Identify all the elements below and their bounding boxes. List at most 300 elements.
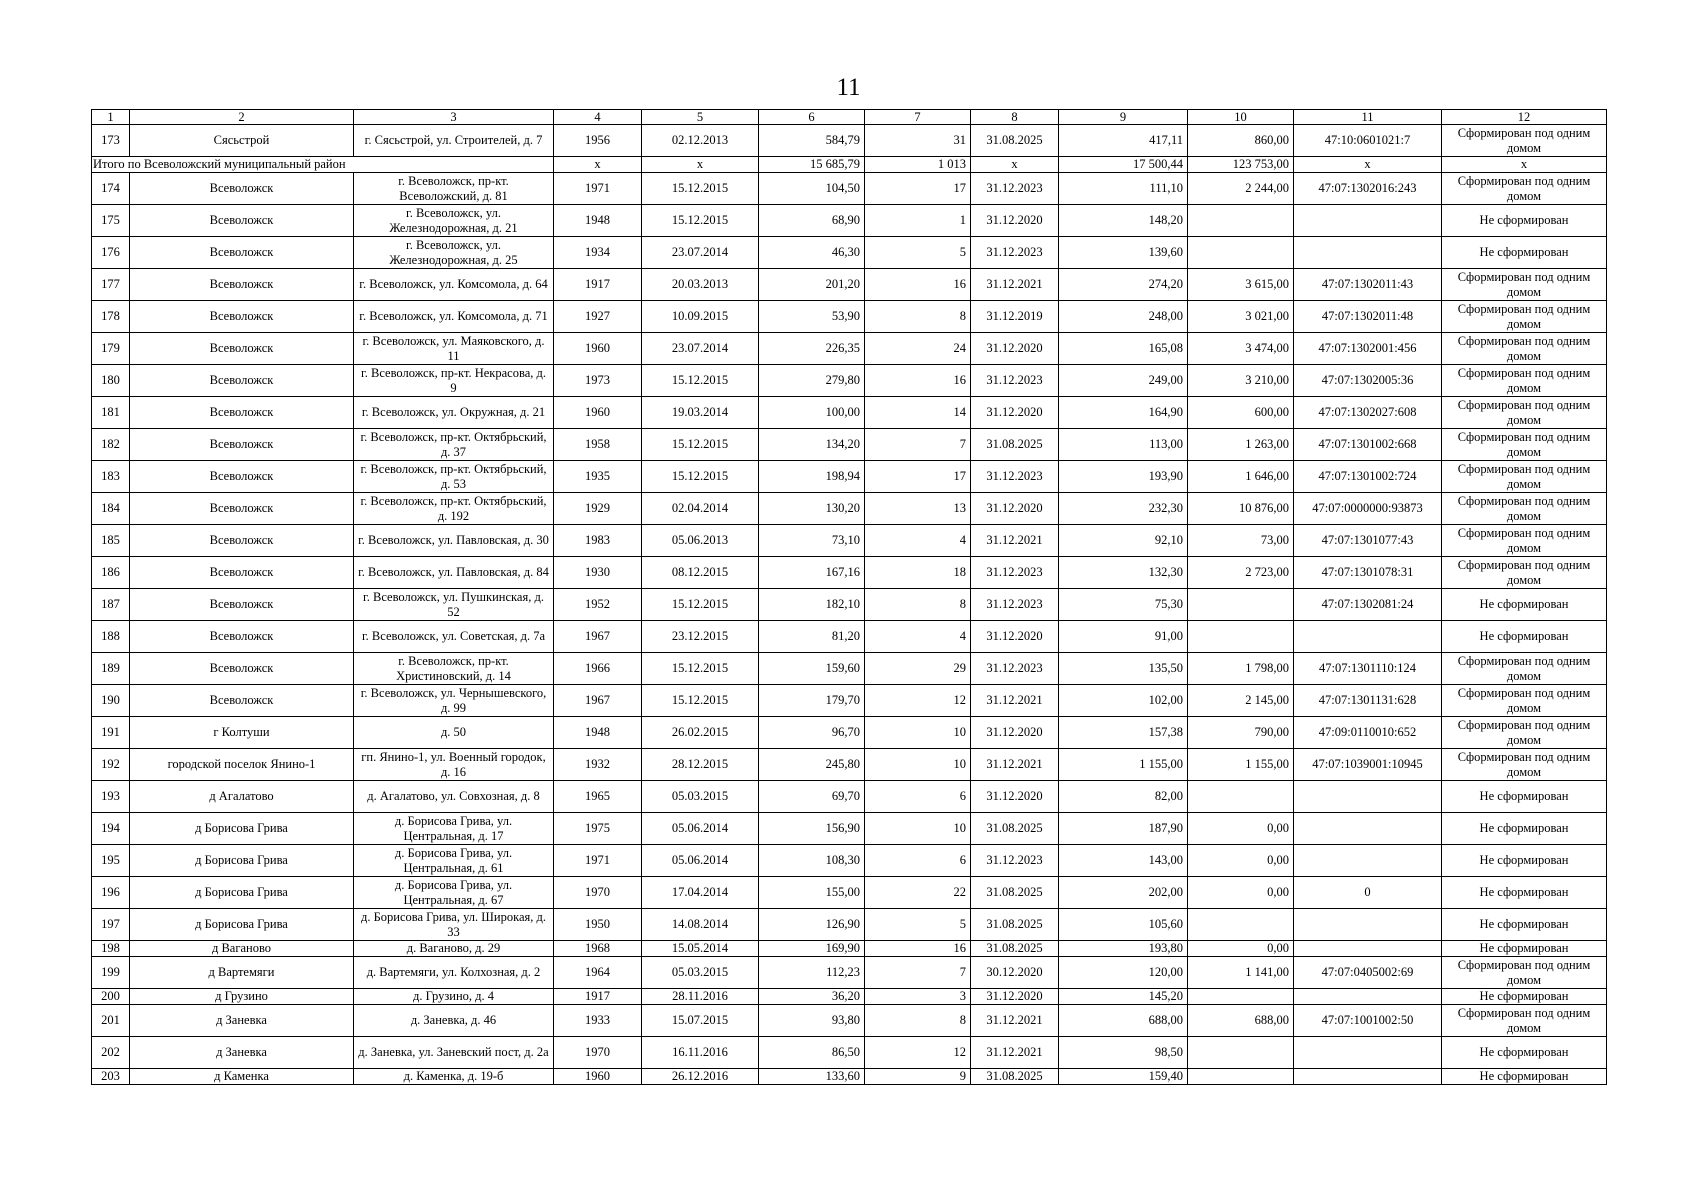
recognition-date-cell: 28.12.2015: [642, 749, 759, 781]
address-cell: г. Всеволожск, ул. Пушкинская, д. 52: [354, 589, 554, 621]
year-built-cell: 1960: [554, 397, 642, 429]
recognition-date-cell: 02.04.2014: [642, 493, 759, 525]
address-cell: г. Всеволожск, пр-кт. Всеволожский, д. 81: [354, 173, 554, 205]
land-plot-status-cell: Не сформирован: [1442, 205, 1607, 237]
relocation-deadline-cell: 31.12.2023: [971, 461, 1059, 493]
settlement-cell: д Грузино: [130, 989, 354, 1005]
land-plot-status-cell: Сформирован под одним домом: [1442, 493, 1607, 525]
row-number: 180: [92, 365, 130, 397]
recognition-date-cell: 05.06.2014: [642, 813, 759, 845]
land-plot-status-cell: Сформирован под одним домом: [1442, 749, 1607, 781]
settlement-cell: Всеволожск: [130, 365, 354, 397]
plot-area-cell: [1188, 621, 1294, 653]
land-area-cell: 98,50: [1059, 1037, 1188, 1069]
table-row: [92, 989, 1607, 1005]
area-cell: 156,90: [759, 813, 865, 845]
plot-area-cell: [1188, 1069, 1294, 1085]
land-area-cell: 132,30: [1059, 557, 1188, 589]
settlement-cell: Всеволожск: [130, 557, 354, 589]
relocation-deadline-cell: 31.08.2025: [971, 909, 1059, 941]
row-number: 201: [92, 1005, 130, 1037]
settlement-cell: д Борисова Грива: [130, 813, 354, 845]
year-built-cell: 1948: [554, 205, 642, 237]
residents-count-cell: 6: [865, 845, 971, 877]
residents-count-cell: 10: [865, 813, 971, 845]
table-row: [92, 653, 1607, 685]
address-cell: г. Всеволожск, ул. Комсомола, д. 64: [354, 269, 554, 301]
row-number: 184: [92, 493, 130, 525]
land-plot-status-cell: Сформирован под одним домом: [1442, 397, 1607, 429]
recognition-date-cell: 15.12.2015: [642, 173, 759, 205]
land-plot-status-cell: Не сформирован: [1442, 877, 1607, 909]
year-built-cell: 1960: [554, 1069, 642, 1085]
plot-area-cell: 1 798,00: [1188, 653, 1294, 685]
plot-area-cell: 1 263,00: [1188, 429, 1294, 461]
relocation-deadline-cell: 31.12.2023: [971, 365, 1059, 397]
settlement-cell: Всеволожск: [130, 525, 354, 557]
residents-count-cell: 8: [865, 1005, 971, 1037]
land-area-cell: 102,00: [1059, 685, 1188, 717]
land-area-cell: 75,30: [1059, 589, 1188, 621]
year-built-cell: 1917: [554, 989, 642, 1005]
settlement-cell: г Колтуши: [130, 717, 354, 749]
settlement-cell: Всеволожск: [130, 205, 354, 237]
year-built-cell: 1967: [554, 621, 642, 653]
row-number: 199: [92, 957, 130, 989]
year-built-cell: 1965: [554, 781, 642, 813]
row-number: 195: [92, 845, 130, 877]
row-number: 186: [92, 557, 130, 589]
land-area-cell: 187,90: [1059, 813, 1188, 845]
cadastral-number-cell: [1294, 237, 1442, 269]
row-number: 193: [92, 781, 130, 813]
area-cell: 245,80: [759, 749, 865, 781]
recognition-date-cell: 17.04.2014: [642, 877, 759, 909]
cadastral-number-cell: 47:07:1302081:24: [1294, 589, 1442, 621]
relocation-deadline-cell: 31.12.2020: [971, 621, 1059, 653]
area-cell: 201,20: [759, 269, 865, 301]
area-cell: 104,50: [759, 173, 865, 205]
land-plot-status-cell: Не сформирован: [1442, 1069, 1607, 1085]
land-plot-status-cell: Сформирован под одним домом: [1442, 957, 1607, 989]
plot-area-cell: 688,00: [1188, 1005, 1294, 1037]
recognition-date-cell: 15.12.2015: [642, 653, 759, 685]
land-area-cell: 92,10: [1059, 525, 1188, 557]
table-row: [92, 557, 1607, 589]
land-plot-status-cell: Не сформирован: [1442, 941, 1607, 957]
recognition-date-cell: 28.11.2016: [642, 989, 759, 1005]
cadastral-number-cell: 47:07:1302001:456: [1294, 333, 1442, 365]
plot-area-cell: [1188, 1037, 1294, 1069]
table-row: [92, 173, 1607, 205]
land-plot-status-cell: Не сформирован: [1442, 1037, 1607, 1069]
row-number: 187: [92, 589, 130, 621]
settlement-cell: Всеволожск: [130, 621, 354, 653]
plot-area-cell: 790,00: [1188, 717, 1294, 749]
plot-area-cell: 10 876,00: [1188, 493, 1294, 525]
settlement-cell: д Борисова Грива: [130, 845, 354, 877]
address-cell: г. Всеволожск, ул. Павловская, д. 30: [354, 525, 554, 557]
row-number: 197: [92, 909, 130, 941]
land-area-cell: 113,00: [1059, 429, 1188, 461]
settlement-cell: городской поселок Янино-1: [130, 749, 354, 781]
row-number: 183: [92, 461, 130, 493]
land-plot-status-cell: Не сформирован: [1442, 845, 1607, 877]
cadastral-number-cell: [1294, 845, 1442, 877]
recognition-date-cell: 15.12.2015: [642, 205, 759, 237]
recognition-date-cell: 26.02.2015: [642, 717, 759, 749]
residents-count-cell: 1: [865, 205, 971, 237]
address-cell: д. Заневка, ул. Заневский пост, д. 2а: [354, 1037, 554, 1069]
area-cell: 159,60: [759, 653, 865, 685]
year-built-cell: 1983: [554, 525, 642, 557]
table-row: [92, 429, 1607, 461]
relocation-deadline-cell: 31.12.2020: [971, 781, 1059, 813]
plot-area-cell: 1 141,00: [1188, 957, 1294, 989]
plot-area-cell: [1188, 589, 1294, 621]
land-area-cell: 202,00: [1059, 877, 1188, 909]
settlement-cell: д Каменка: [130, 1069, 354, 1085]
cadastral-number-cell: 47:07:1301078:31: [1294, 557, 1442, 589]
land-area-cell: 157,38: [1059, 717, 1188, 749]
area-cell: 108,30: [759, 845, 865, 877]
settlement-cell: д Борисова Грива: [130, 877, 354, 909]
plot-area-cell: [1188, 781, 1294, 813]
cadastral-number-cell: [1294, 205, 1442, 237]
land-plot-status-cell: Сформирован под одним домом: [1442, 525, 1607, 557]
relocation-deadline-cell: 31.12.2020: [971, 333, 1059, 365]
column-header: 3: [354, 110, 554, 125]
land-plot-status-cell: Сформирован под одним домом: [1442, 301, 1607, 333]
relocation-deadline-cell: 31.08.2025: [971, 125, 1059, 157]
land-area-cell: 249,00: [1059, 365, 1188, 397]
land-plot-status-cell: Не сформирован: [1442, 989, 1607, 1005]
row-number: 175: [92, 205, 130, 237]
land-plot-status-cell: Сформирован под одним домом: [1442, 173, 1607, 205]
cadastral-number-cell: 47:07:1301110:124: [1294, 653, 1442, 685]
row-number: 194: [92, 813, 130, 845]
column-header: 6: [759, 110, 865, 125]
row-number: 196: [92, 877, 130, 909]
cadastral-number-cell: [1294, 1037, 1442, 1069]
plot-area-cell: 73,00: [1188, 525, 1294, 557]
relocation-deadline-cell: 31.08.2025: [971, 941, 1059, 957]
land-area-cell: 688,00: [1059, 1005, 1188, 1037]
recognition-date-cell: 10.09.2015: [642, 301, 759, 333]
land-area-cell: 135,50: [1059, 653, 1188, 685]
plot-area-cell: [1188, 909, 1294, 941]
settlement-cell: д Борисова Грива: [130, 909, 354, 941]
recognition-date-cell: 05.03.2015: [642, 957, 759, 989]
recognition-date-cell: 15.12.2015: [642, 589, 759, 621]
plot-area-cell: 0,00: [1188, 813, 1294, 845]
cadastral-number-cell: 47:07:1301077:43: [1294, 525, 1442, 557]
column-header: 12: [1442, 110, 1607, 125]
relocation-deadline-cell: 31.08.2025: [971, 813, 1059, 845]
residents-count-cell: 22: [865, 877, 971, 909]
table-row: [92, 877, 1607, 909]
row-number: 181: [92, 397, 130, 429]
cadastral-number-cell: [1294, 989, 1442, 1005]
settlement-cell: Всеволожск: [130, 429, 354, 461]
table-row: [92, 493, 1607, 525]
plot-area-cell: 600,00: [1188, 397, 1294, 429]
address-cell: д. Каменка, д. 19-б: [354, 1069, 554, 1085]
land-area-cell: 232,30: [1059, 493, 1188, 525]
land-area-cell: 164,90: [1059, 397, 1188, 429]
cadastral-number-cell: 47:09:0110010:652: [1294, 717, 1442, 749]
residents-count-cell: 18: [865, 557, 971, 589]
recognition-date-cell: 23.07.2014: [642, 237, 759, 269]
land-area-cell: 193,80: [1059, 941, 1188, 957]
table-row: [92, 685, 1607, 717]
residents-count-cell: 31: [865, 125, 971, 157]
relocation-deadline-cell: 31.12.2019: [971, 301, 1059, 333]
area-cell: 126,90: [759, 909, 865, 941]
address-cell: гп. Янино-1, ул. Военный городок, д. 16: [354, 749, 554, 781]
column-header: 10: [1188, 110, 1294, 125]
relocation-deadline-cell: 31.12.2023: [971, 653, 1059, 685]
column-header: 4: [554, 110, 642, 125]
settlement-cell: Всеволожск: [130, 333, 354, 365]
land-plot-status-cell: Сформирован под одним домом: [1442, 333, 1607, 365]
table-row: [92, 1069, 1607, 1085]
row-number: 178: [92, 301, 130, 333]
recognition-date-cell: 02.12.2013: [642, 125, 759, 157]
plot-area-cell: [1188, 989, 1294, 1005]
table-row: [92, 589, 1607, 621]
address-cell: д. Грузино, д. 4: [354, 989, 554, 1005]
land-plot-status-cell: Сформирован под одним домом: [1442, 1005, 1607, 1037]
relocation-deadline-cell: 31.12.2021: [971, 269, 1059, 301]
land-plot-status-cell: Не сформирован: [1442, 589, 1607, 621]
total-cadastre-cell: x: [1294, 157, 1442, 173]
table-row: [92, 941, 1607, 957]
recognition-date-cell: 16.11.2016: [642, 1037, 759, 1069]
plot-area-cell: 2 145,00: [1188, 685, 1294, 717]
recognition-date-cell: 23.07.2014: [642, 333, 759, 365]
total-residents-cell: 1 013: [865, 157, 971, 173]
relocation-deadline-cell: 31.12.2021: [971, 525, 1059, 557]
land-plot-status-cell: Сформирован под одним домом: [1442, 125, 1607, 157]
recognition-date-cell: 05.06.2014: [642, 845, 759, 877]
plot-area-cell: 3 474,00: [1188, 333, 1294, 365]
table-row: [92, 205, 1607, 237]
address-cell: г. Всеволожск, ул. Маяковского, д. 11: [354, 333, 554, 365]
cadastral-number-cell: 47:07:0405002:69: [1294, 957, 1442, 989]
area-cell: 134,20: [759, 429, 865, 461]
plot-area-cell: 3 615,00: [1188, 269, 1294, 301]
column-header: 5: [642, 110, 759, 125]
cadastral-number-cell: 47:07:1001002:50: [1294, 1005, 1442, 1037]
land-plot-status-cell: Не сформирован: [1442, 237, 1607, 269]
plot-area-cell: 0,00: [1188, 877, 1294, 909]
settlement-cell: Всеволожск: [130, 653, 354, 685]
address-cell: г. Всеволожск, ул. Чернышевского, д. 99: [354, 685, 554, 717]
year-built-cell: 1970: [554, 1037, 642, 1069]
recognition-date-cell: 15.07.2015: [642, 1005, 759, 1037]
relocation-deadline-cell: 31.12.2021: [971, 1037, 1059, 1069]
cadastral-number-cell: 47:07:1301131:628: [1294, 685, 1442, 717]
relocation-deadline-cell: 31.12.2023: [971, 589, 1059, 621]
table-row: [92, 813, 1607, 845]
address-cell: г. Всеволожск, ул. Комсомола, д. 71: [354, 301, 554, 333]
area-cell: 46,30: [759, 237, 865, 269]
land-plot-status-cell: Сформирован под одним домом: [1442, 269, 1607, 301]
row-number: 203: [92, 1069, 130, 1085]
relocation-deadline-cell: 31.12.2021: [971, 749, 1059, 781]
settlement-cell: Всеволожск: [130, 493, 354, 525]
relocation-deadline-cell: 31.12.2020: [971, 397, 1059, 429]
address-cell: д. Ваганово, д. 29: [354, 941, 554, 957]
year-built-cell: 1934: [554, 237, 642, 269]
address-cell: г. Всеволожск, ул. Павловская, д. 84: [354, 557, 554, 589]
year-built-cell: 1968: [554, 941, 642, 957]
year-built-cell: 1952: [554, 589, 642, 621]
cadastral-number-cell: 47:07:1302005:36: [1294, 365, 1442, 397]
area-cell: 167,16: [759, 557, 865, 589]
recognition-date-cell: 23.12.2015: [642, 621, 759, 653]
cadastral-number-cell: [1294, 1069, 1442, 1085]
address-cell: г. Всеволожск, пр-кт. Октябрьский, д. 37: [354, 429, 554, 461]
table-row: [92, 269, 1607, 301]
settlement-cell: Сясьстрой: [130, 125, 354, 157]
year-built-cell: 1970: [554, 877, 642, 909]
address-cell: д. Борисова Грива, ул. Широкая, д. 33: [354, 909, 554, 941]
address-cell: г. Всеволожск, ул. Железнодорожная, д. 25: [354, 237, 554, 269]
recognition-date-cell: 15.05.2014: [642, 941, 759, 957]
relocation-deadline-cell: 30.12.2020: [971, 957, 1059, 989]
row-number: 182: [92, 429, 130, 461]
relocation-deadline-cell: 31.12.2020: [971, 989, 1059, 1005]
area-cell: 68,90: [759, 205, 865, 237]
area-cell: 279,80: [759, 365, 865, 397]
area-cell: 198,94: [759, 461, 865, 493]
land-area-cell: 417,11: [1059, 125, 1188, 157]
residents-count-cell: 7: [865, 429, 971, 461]
residents-count-cell: 17: [865, 173, 971, 205]
cadastral-number-cell: 47:10:0601021:7: [1294, 125, 1442, 157]
recognition-date-cell: 05.06.2013: [642, 525, 759, 557]
area-cell: 112,23: [759, 957, 865, 989]
table-row: [92, 845, 1607, 877]
plot-area-cell: [1188, 237, 1294, 269]
land-area-cell: 111,10: [1059, 173, 1188, 205]
plot-area-cell: 2 723,00: [1188, 557, 1294, 589]
recognition-date-cell: 05.03.2015: [642, 781, 759, 813]
residents-count-cell: 12: [865, 1037, 971, 1069]
recognition-date-cell: 19.03.2014: [642, 397, 759, 429]
total-deadline-cell: x: [971, 157, 1059, 173]
cadastral-number-cell: 47:07:1302027:608: [1294, 397, 1442, 429]
residents-count-cell: 5: [865, 909, 971, 941]
recognition-date-cell: 08.12.2015: [642, 557, 759, 589]
land-area-cell: 248,00: [1059, 301, 1188, 333]
column-number-header-row: [92, 110, 1607, 125]
recognition-date-cell: 14.08.2014: [642, 909, 759, 941]
relocation-deadline-cell: 31.08.2025: [971, 1069, 1059, 1085]
relocation-deadline-cell: 31.12.2023: [971, 237, 1059, 269]
plot-area-cell: 0,00: [1188, 941, 1294, 957]
plot-area-cell: 860,00: [1188, 125, 1294, 157]
row-number: 177: [92, 269, 130, 301]
land-area-cell: 120,00: [1059, 957, 1188, 989]
year-built-cell: 1967: [554, 685, 642, 717]
row-number: 189: [92, 653, 130, 685]
area-cell: 73,10: [759, 525, 865, 557]
address-cell: д. Агалатово, ул. Совхозная, д. 8: [354, 781, 554, 813]
area-cell: 69,70: [759, 781, 865, 813]
settlement-cell: Всеволожск: [130, 237, 354, 269]
row-number: 188: [92, 621, 130, 653]
residents-count-cell: 8: [865, 589, 971, 621]
total-label: Итого по Всеволожский муниципальный район: [92, 157, 554, 173]
settlement-cell: Всеволожск: [130, 173, 354, 205]
year-built-cell: 1929: [554, 493, 642, 525]
year-built-cell: 1964: [554, 957, 642, 989]
table-row: [92, 1005, 1607, 1037]
area-cell: 179,70: [759, 685, 865, 717]
year-built-cell: 1958: [554, 429, 642, 461]
cadastral-number-cell: [1294, 621, 1442, 653]
year-built-cell: 1935: [554, 461, 642, 493]
table-row: [92, 1037, 1607, 1069]
land-area-cell: 159,40: [1059, 1069, 1188, 1085]
land-plot-status-cell: Сформирован под одним домом: [1442, 685, 1607, 717]
land-plot-status-cell: Не сформирован: [1442, 621, 1607, 653]
settlement-cell: Всеволожск: [130, 589, 354, 621]
relocation-deadline-cell: 31.12.2023: [971, 845, 1059, 877]
total-date-cell: x: [642, 157, 759, 173]
residents-count-cell: 3: [865, 989, 971, 1005]
year-built-cell: 1966: [554, 653, 642, 685]
residents-count-cell: 10: [865, 717, 971, 749]
address-cell: д. Борисова Грива, ул. Центральная, д. 61: [354, 845, 554, 877]
table-row: [92, 749, 1607, 781]
plot-area-cell: 2 244,00: [1188, 173, 1294, 205]
row-number: 191: [92, 717, 130, 749]
residents-count-cell: 7: [865, 957, 971, 989]
year-built-cell: 1948: [554, 717, 642, 749]
settlement-cell: д Агалатово: [130, 781, 354, 813]
area-cell: 169,90: [759, 941, 865, 957]
land-plot-status-cell: Не сформирован: [1442, 781, 1607, 813]
page-number: 11: [836, 74, 861, 101]
residents-count-cell: 24: [865, 333, 971, 365]
plot-area-cell: 3 021,00: [1188, 301, 1294, 333]
table-row: [92, 397, 1607, 429]
relocation-deadline-cell: 31.12.2023: [971, 173, 1059, 205]
relocation-deadline-cell: 31.12.2021: [971, 685, 1059, 717]
land-area-cell: 82,00: [1059, 781, 1188, 813]
table-row: [92, 301, 1607, 333]
plot-area-cell: 0,00: [1188, 845, 1294, 877]
address-cell: д. Заневка, д. 46: [354, 1005, 554, 1037]
total-status-cell: x: [1442, 157, 1607, 173]
residents-count-cell: 16: [865, 365, 971, 397]
residents-count-cell: 13: [865, 493, 971, 525]
settlement-cell: д Заневка: [130, 1037, 354, 1069]
column-header: 11: [1294, 110, 1442, 125]
year-built-cell: 1933: [554, 1005, 642, 1037]
cadastral-number-cell: [1294, 781, 1442, 813]
address-cell: г. Всеволожск, пр-кт. Христиновский, д. 14: [354, 653, 554, 685]
land-plot-status-cell: Не сформирован: [1442, 909, 1607, 941]
year-built-cell: 1971: [554, 173, 642, 205]
area-cell: 155,00: [759, 877, 865, 909]
row-number: 173: [92, 125, 130, 157]
address-cell: г. Всеволожск, ул. Окружная, д. 21: [354, 397, 554, 429]
